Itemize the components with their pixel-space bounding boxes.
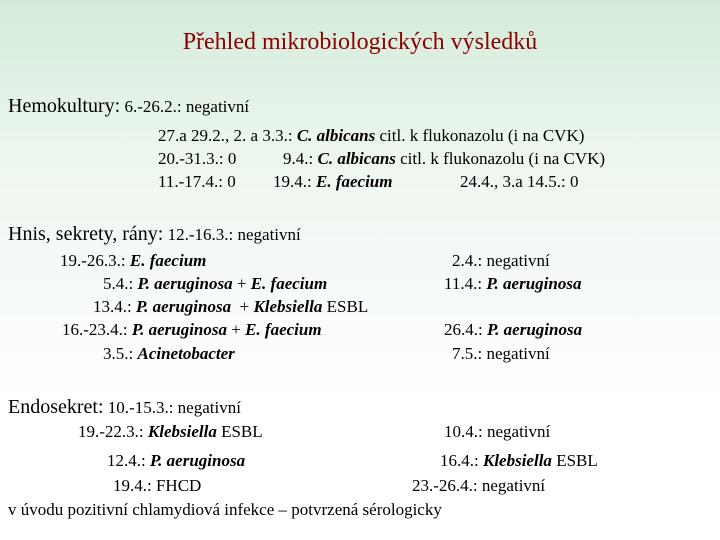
hemo-note: citl. k flukonazolu (i na CVK) xyxy=(375,126,585,145)
endosekret-row: 23.-26.4.: negativní xyxy=(412,476,546,495)
organism: P. aeruginosa xyxy=(137,274,233,293)
endosekret-row xyxy=(440,451,598,471)
organism: Klebsiella xyxy=(253,297,323,316)
date: 7.5.: negativní xyxy=(452,344,550,363)
hnis-right-row xyxy=(444,320,582,340)
endosekret-line1 xyxy=(8,397,241,418)
hemo-note: citl. k flukonazolu (i na CVK) xyxy=(395,149,606,168)
date: 13.4.: xyxy=(93,297,136,316)
organism: P. aeruginosa xyxy=(131,320,227,339)
note: ESBL xyxy=(322,297,369,316)
organism: C. albicans xyxy=(317,149,396,168)
organism: E. faecium xyxy=(315,172,393,191)
page-title: Přehled mikrobiologických výsledků xyxy=(182,29,538,55)
date: 19.-22.3.: xyxy=(78,422,148,441)
hnis-right-row xyxy=(444,274,581,294)
date: 16.-23.4.: xyxy=(62,320,132,339)
organism: E. faecium xyxy=(250,274,328,293)
note: ESBL xyxy=(551,451,598,470)
date: 19.-26.3.: xyxy=(60,251,130,270)
hemokultury-line1 xyxy=(8,96,249,117)
hemokultury-result-1: 6.-26.2.: negativní xyxy=(124,97,250,116)
date: 16.4.: xyxy=(440,451,483,470)
hnis-right-row xyxy=(452,251,550,271)
plus: + xyxy=(231,297,254,316)
organism: P. aeruginosa xyxy=(486,320,583,339)
organism: E. faecium xyxy=(245,320,322,339)
hemokultury-line2 xyxy=(158,126,584,146)
endosekret-heading: Endosekret: xyxy=(8,396,104,418)
organism: C. albicans xyxy=(296,126,376,145)
endosekret-row: 19.4.: FHCD xyxy=(113,476,202,495)
endosekret-row xyxy=(78,422,263,442)
plus: + xyxy=(227,320,246,339)
hemokultury-line3a: 20.-31.3.: 0 xyxy=(158,149,237,168)
plus: + xyxy=(232,274,251,293)
date: 12.4.: xyxy=(107,451,150,470)
hnis-left-row xyxy=(93,297,368,317)
hnis-result-1: 12.-16.3.: negativní xyxy=(167,225,301,244)
hnis-left-row xyxy=(62,320,322,340)
hnis-left-row xyxy=(103,274,327,294)
endosekret-row: 10.4.: negativní xyxy=(444,422,551,441)
organism: Klebsiella xyxy=(482,451,552,470)
hnis-left-row xyxy=(103,344,235,364)
hemokultury-line4c: 24.4., 3.a 14.5.: 0 xyxy=(460,172,579,191)
date: 5.4.: xyxy=(103,274,138,293)
date: 2.4.: negativní xyxy=(452,251,550,270)
hnis-heading: Hnis, sekrety, rány: xyxy=(8,223,164,245)
hemo-date: 9.4.: xyxy=(283,149,318,168)
organism: Acinetobacter xyxy=(137,344,235,363)
hemo-date: 27.a 29.2., 2. a 3.3.: xyxy=(158,126,297,145)
hemokultury-line4a: 11.-17.4.: 0 xyxy=(158,172,236,191)
organism: P. aeruginosa xyxy=(135,297,232,316)
date: 11.4.: xyxy=(444,274,487,293)
endosekret-row xyxy=(107,451,245,471)
hemokultury-line4b xyxy=(273,172,392,192)
date: 3.5.: xyxy=(103,344,138,363)
hnis-line1 xyxy=(8,224,301,245)
organism: E. faecium xyxy=(129,251,207,270)
organism: Klebsiella xyxy=(147,422,217,441)
hnis-left-row xyxy=(60,251,206,271)
hemo-date: 19.4.: xyxy=(273,172,316,191)
hemokultury-line3b xyxy=(283,149,605,169)
date: 26.4.: xyxy=(444,320,487,339)
note: ESBL xyxy=(216,422,263,441)
endosekret-result-1: 10.-15.3.: negativní xyxy=(107,398,241,417)
organism: P. aeruginosa xyxy=(149,451,246,470)
footer-note: v úvodu pozitivní chlamydiová infekce – potvrzená sérologicky xyxy=(8,500,442,519)
hemokultury-heading: Hemokultury: xyxy=(8,95,121,117)
hnis-right-row xyxy=(452,344,550,364)
organism: P. aeruginosa xyxy=(486,274,582,293)
